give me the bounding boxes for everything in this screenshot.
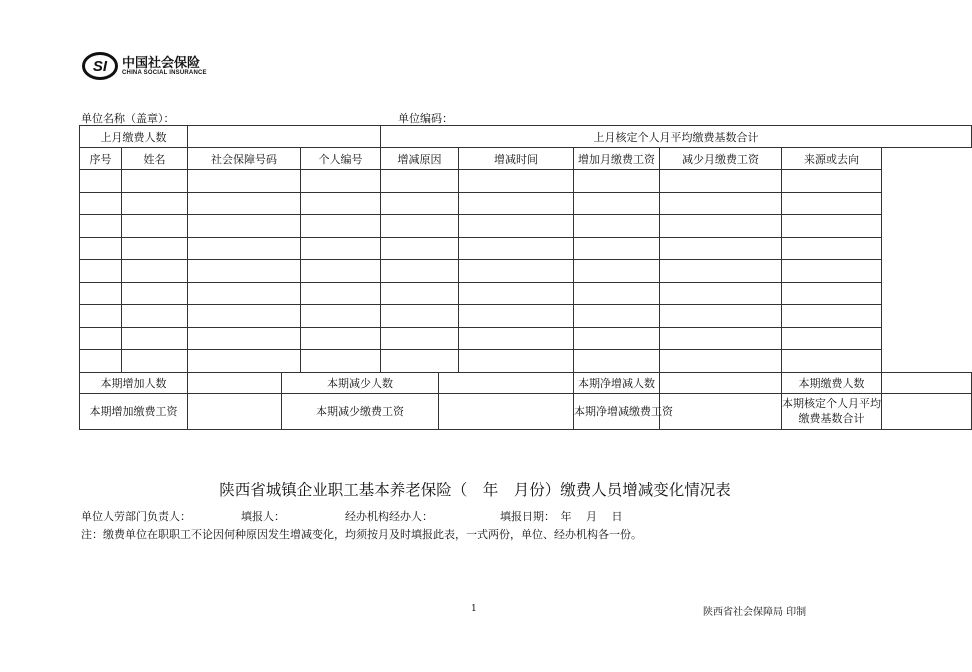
table-cell[interactable] — [122, 260, 188, 283]
table-cell[interactable] — [574, 237, 660, 260]
table-cell[interactable] — [188, 215, 301, 238]
table-cell[interactable] — [80, 350, 122, 373]
net-change-count-label: 本期净增减人数 — [574, 372, 660, 393]
base-total-label: 本期核定个人月平均缴费基数合计 — [782, 393, 882, 429]
net-change-wage-label: 本期净增减缴费工资 — [574, 393, 660, 429]
table-cell[interactable] — [782, 192, 882, 215]
table-cell[interactable] — [188, 282, 301, 305]
table-cell[interactable] — [782, 327, 882, 350]
table-cell[interactable] — [782, 350, 882, 373]
table-cell[interactable] — [80, 305, 122, 328]
table-cell[interactable] — [381, 305, 459, 328]
column-header: 社会保障号码 — [188, 148, 301, 170]
table-cell[interactable] — [660, 260, 782, 283]
si-emblem-icon — [82, 50, 120, 82]
table-cell[interactable] — [381, 215, 459, 238]
table-cell[interactable] — [80, 192, 122, 215]
table-cell[interactable] — [301, 282, 381, 305]
table-cell[interactable] — [80, 282, 122, 305]
table-cell[interactable] — [782, 215, 882, 238]
decrease-count-label: 本期减少人数 — [282, 372, 439, 393]
table-cell[interactable] — [122, 350, 188, 373]
net-change-count-cell[interactable] — [660, 372, 782, 393]
table-cell[interactable] — [80, 260, 122, 283]
table-row — [80, 260, 972, 283]
table-cell[interactable] — [188, 305, 301, 328]
table-row — [80, 215, 972, 238]
table-cell[interactable] — [381, 170, 459, 193]
table-cell[interactable] — [574, 192, 660, 215]
table-cell[interactable] — [660, 215, 782, 238]
increase-wage-cell[interactable] — [188, 393, 282, 429]
table-cell[interactable] — [574, 170, 660, 193]
table-cell[interactable] — [122, 282, 188, 305]
payer-count-cell[interactable] — [882, 372, 972, 393]
table-cell[interactable] — [381, 260, 459, 283]
table-cell[interactable] — [574, 260, 660, 283]
last-month-base-total-label: 上月核定个人月平均缴费基数合计 — [381, 126, 972, 148]
table-cell[interactable] — [301, 327, 381, 350]
table-cell[interactable] — [660, 350, 782, 373]
table-row — [80, 282, 972, 305]
table-cell[interactable] — [660, 305, 782, 328]
unit-name-label: 单位名称（盖章）： — [81, 112, 175, 125]
unit-code-label: 单位编码： — [398, 112, 453, 125]
table-cell[interactable] — [574, 327, 660, 350]
table-cell[interactable] — [80, 327, 122, 350]
table-cell[interactable] — [122, 305, 188, 328]
table-cell[interactable] — [122, 192, 188, 215]
table-cell[interactable] — [660, 282, 782, 305]
table-cell[interactable] — [660, 327, 782, 350]
table-cell[interactable] — [459, 170, 574, 193]
table-cell[interactable] — [574, 282, 660, 305]
column-header: 姓名 — [122, 148, 188, 170]
table-top-row — [80, 126, 972, 148]
table-cell[interactable] — [80, 237, 122, 260]
table-cell[interactable] — [122, 327, 188, 350]
change-report-table — [79, 125, 972, 430]
table-cell[interactable] — [301, 192, 381, 215]
summary-wage-row — [80, 393, 972, 429]
table-cell[interactable] — [122, 170, 188, 193]
table-row — [80, 305, 972, 328]
logo-chinese-text: 中国社会保险 — [122, 56, 201, 71]
table-cell[interactable] — [782, 170, 882, 193]
decrease-wage-label: 本期减少缴费工资 — [282, 393, 439, 429]
table-row — [80, 237, 972, 260]
form-title: 陕西省城镇企业职工基本养老保险（ 年 月份）缴费人员增减变化情况表 — [219, 481, 731, 499]
table-cell[interactable] — [301, 305, 381, 328]
increase-count-label: 本期增加人数 — [80, 372, 188, 393]
table-cell[interactable] — [459, 192, 574, 215]
fill-date-label: 填报日期： 年 月 日 — [500, 510, 623, 523]
table-cell[interactable] — [459, 237, 574, 260]
table-cell[interactable] — [459, 282, 574, 305]
decrease-count-cell[interactable] — [439, 372, 574, 393]
table-cell[interactable] — [782, 260, 882, 283]
table-cell[interactable] — [188, 237, 301, 260]
agency-handler-label: 经办机构经办人： — [345, 510, 433, 523]
china-social-insurance-logo — [82, 50, 222, 84]
column-header: 序号 — [80, 148, 122, 170]
logo-english-text: CHINA SOCIAL INSURANCE — [122, 70, 207, 76]
table-cell[interactable] — [782, 305, 882, 328]
table-cell[interactable] — [381, 282, 459, 305]
table-cell[interactable] — [188, 350, 301, 373]
table-cell[interactable] — [188, 327, 301, 350]
table-cell[interactable] — [381, 327, 459, 350]
last-month-payers-label: 上月缴费人数 — [80, 126, 188, 148]
table-header-row — [80, 148, 972, 170]
net-change-wage-cell[interactable] — [660, 393, 782, 429]
last-month-payers-cell[interactable] — [188, 126, 381, 148]
table-cell[interactable] — [459, 327, 574, 350]
column-header: 增减时间 — [459, 148, 574, 170]
decrease-wage-cell[interactable] — [439, 393, 574, 429]
column-header: 来源或去向 — [782, 148, 882, 170]
table-cell[interactable] — [459, 350, 574, 373]
table-cell[interactable] — [122, 237, 188, 260]
column-header: 增减原因 — [381, 148, 459, 170]
table-cell[interactable] — [782, 282, 882, 305]
summary-count-row — [80, 372, 972, 393]
table-cell[interactable] — [80, 170, 122, 193]
filler-label: 填报人： — [241, 510, 285, 523]
table-row — [80, 350, 972, 373]
table-row — [80, 170, 972, 193]
table-cell[interactable] — [301, 215, 381, 238]
table-row — [80, 327, 972, 350]
table-cell[interactable] — [381, 237, 459, 260]
table-cell[interactable] — [660, 237, 782, 260]
payer-count-label: 本期缴费人数 — [782, 372, 882, 393]
table-cell[interactable] — [80, 215, 122, 238]
table-cell[interactable] — [459, 215, 574, 238]
printer-credit: 陕西省社会保障局 印制 — [703, 607, 807, 618]
table-cell[interactable] — [459, 260, 574, 283]
column-header: 增加月缴费工资 — [574, 148, 660, 170]
table-cell[interactable] — [574, 215, 660, 238]
table-row — [80, 192, 972, 215]
increase-wage-label: 本期增加缴费工资 — [80, 393, 188, 429]
table-cell[interactable] — [660, 192, 782, 215]
base-total-cell[interactable] — [882, 393, 972, 429]
table-cell[interactable] — [122, 215, 188, 238]
table-cell[interactable] — [188, 170, 301, 193]
si-emblem-letters: SI — [92, 58, 108, 75]
table-cell[interactable] — [660, 170, 782, 193]
column-header: 减少月缴费工资 — [660, 148, 782, 170]
table-cell[interactable] — [188, 192, 301, 215]
table-cell[interactable] — [188, 260, 301, 283]
table-cell[interactable] — [381, 192, 459, 215]
table-cell[interactable] — [574, 305, 660, 328]
increase-count-cell[interactable] — [188, 372, 282, 393]
table-cell[interactable] — [782, 237, 882, 260]
table-cell[interactable] — [301, 170, 381, 193]
table-cell[interactable] — [574, 350, 660, 373]
column-header: 个人编号 — [301, 148, 381, 170]
table-cell[interactable] — [301, 237, 381, 260]
table-cell[interactable] — [301, 260, 381, 283]
hr-head-label: 单位人劳部门负责人： — [81, 510, 191, 523]
note-text: 注：缴费单位在职职工不论因何种原因发生增减变化，均须按月及时填报此表，一式两份，单位、经办机构各一份。 — [81, 528, 642, 541]
table-cell[interactable] — [301, 350, 381, 373]
table-cell[interactable] — [381, 350, 459, 373]
page-number: 1 — [471, 604, 477, 614]
table-cell[interactable] — [459, 305, 574, 328]
